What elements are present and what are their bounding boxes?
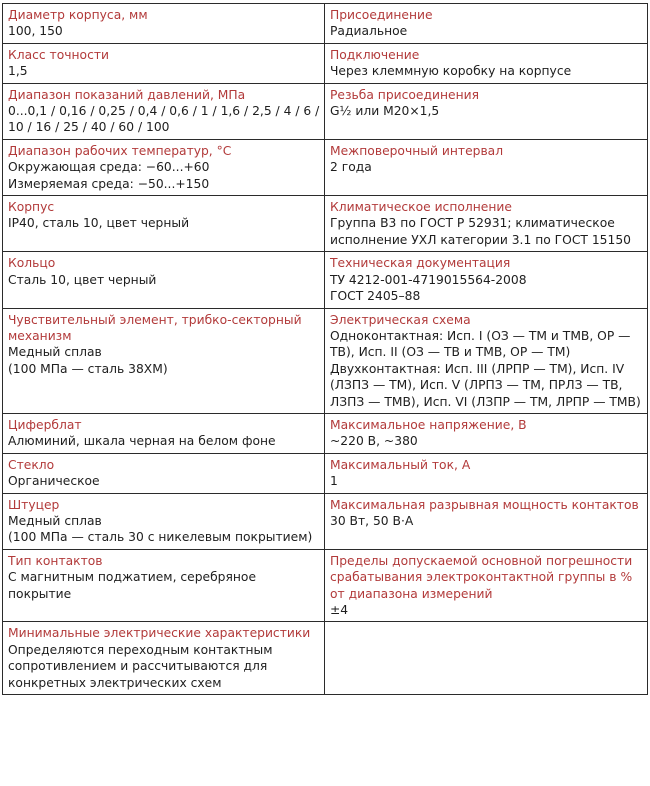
spec-value: IP40, сталь 10, цвет черный [8,216,190,231]
spec-value: Сталь 10, цвет черный [8,272,157,287]
spec-value: Органическое [8,474,100,489]
spec-value: 30 Вт, 50 В·А [330,513,414,528]
spec-value: Определяются переходным контактным сопротивлением и рассчитываются для конкретных электрических схем [8,642,273,690]
spec-label: Электрическая схема [330,312,471,327]
spec-row [3,549,648,622]
spec-value: G½ или M20×1,5 [330,104,440,119]
spec-value: (100 МПа — сталь 38ХМ) [8,361,168,376]
spec-label: Класс точности [8,47,109,62]
spec-value: Радиальное [330,24,408,39]
spec-value: Медный сплав [8,345,102,360]
spec-row [3,308,648,413]
spec-label: Минимальные электрические характеристики [8,626,311,641]
spec-cell-right [325,43,648,83]
spec-label: Штуцер [8,497,60,512]
spec-cell-left [3,549,325,622]
spec-value: ~220 В, ~380 [330,434,418,449]
spec-value: 1 [330,474,338,489]
spec-row [3,196,648,252]
spec-value: Окружающая среда: −60...+60 [8,160,210,175]
spec-label: Диапазон показаний давлений, МПа [8,87,246,102]
spec-row [3,413,648,453]
spec-cell-left [3,4,325,44]
spec-label: Максимальная разрывная мощность контактов [330,497,639,512]
spec-cell-right [325,493,648,549]
spec-value: Медный сплав [8,513,102,528]
spec-row [3,43,648,83]
spec-label: Корпус [8,200,55,215]
spec-cell-right [325,308,648,413]
spec-value: 100, 150 [8,24,63,39]
spec-cell-left [3,252,325,308]
spec-cell-right [325,622,648,695]
spec-label: Тип контактов [8,553,103,568]
spec-value: Через клеммную коробку на корпусе [330,64,572,79]
spec-cell-right [325,252,648,308]
spec-label: Чувствительный элемент, трибко-секторный механизм [8,312,302,343]
spec-row [3,139,648,195]
specifications-body [3,4,648,695]
spec-row [3,83,648,139]
spec-cell-left [3,83,325,139]
spec-label: Стекло [8,457,55,472]
spec-value: Двухконтактная: Исп. III (ЛРПР — ТМ), Исп. IV (ЛЗПЗ — ТМ), Исп. V (ЛРПЗ — ТМ, ПРЛЗ — ТВ, ЛЗПЗ — ТМВ), Исп. VI (ЛЗПР — ТМ, ЛРПР — ТМВ) [330,361,641,409]
spec-label: Диапазон рабочих температур, °С [8,143,232,158]
spec-cell-right [325,196,648,252]
spec-label: Присоединение [330,8,433,22]
spec-row [3,453,648,493]
spec-value: (100 МПа — сталь 30 с никелевым покрытием) [8,530,313,545]
spec-cell-left [3,453,325,493]
spec-value: Группа В3 по ГОСТ Р 52931; климатическое исполнение УХЛ категории 3.1 по ГОСТ 15150 [330,216,631,247]
spec-cell-right [325,453,648,493]
specifications-table [2,3,648,695]
spec-row [3,622,648,695]
spec-cell-right [325,413,648,453]
spec-cell-left [3,413,325,453]
spec-cell-right [325,83,648,139]
spec-row [3,252,648,308]
spec-row [3,493,648,549]
spec-value: ТУ 4212-001-4719015564-2008 [330,272,527,287]
spec-label: Циферблат [8,417,82,432]
spec-label: Диаметр корпуса, мм [8,8,148,22]
spec-label: Максимальный ток, А [330,457,471,472]
spec-cell-left [3,139,325,195]
spec-value: 0...0,1 / 0,16 / 0,25 / 0,4 / 0,6 / 1 / 1,6 / 2,5 / 4 / 6 / 10 / 16 / 25 / 40 / 60 / 100 [8,104,320,135]
spec-value: 2 года [330,160,372,175]
spec-cell-right [325,4,648,44]
spec-label: Максимальное напряжение, В [330,417,527,432]
spec-cell-left [3,308,325,413]
spec-cell-right [325,139,648,195]
spec-cell-left [3,196,325,252]
spec-label: Пределы допускаемой основной погрешности срабатывания электроконтактной группы в % от диапазона измерений [330,553,633,601]
spec-value: ГОСТ 2405–88 [330,289,421,304]
spec-value: С магнитным поджатием, серебряное покрытие [8,570,257,601]
spec-cell-right [325,549,648,622]
spec-label: Кольцо [8,256,56,271]
spec-value: Алюминий, шкала черная на белом фоне [8,434,276,449]
spec-cell-left [3,622,325,695]
spec-value: Одноконтактная: Исп. I (ОЗ — ТМ и ТМВ, ОР — ТВ), Исп. II (ОЗ — ТВ и ТМВ, ОР — ТМ) [330,328,631,360]
spec-value: Измеряемая среда: −50...+150 [8,176,210,191]
spec-label: Климатическое исполнение [330,200,512,215]
spec-cell-left [3,493,325,549]
spec-label: Межповерочный интервал [330,143,504,158]
spec-value: ±4 [330,603,349,617]
spec-row [3,4,648,44]
spec-label: Подключение [330,47,420,62]
spec-value: 1,5 [8,64,28,79]
spec-cell-left [3,43,325,83]
spec-label: Резьба присоединения [330,87,480,102]
spec-label: Техническая документация [330,256,511,271]
